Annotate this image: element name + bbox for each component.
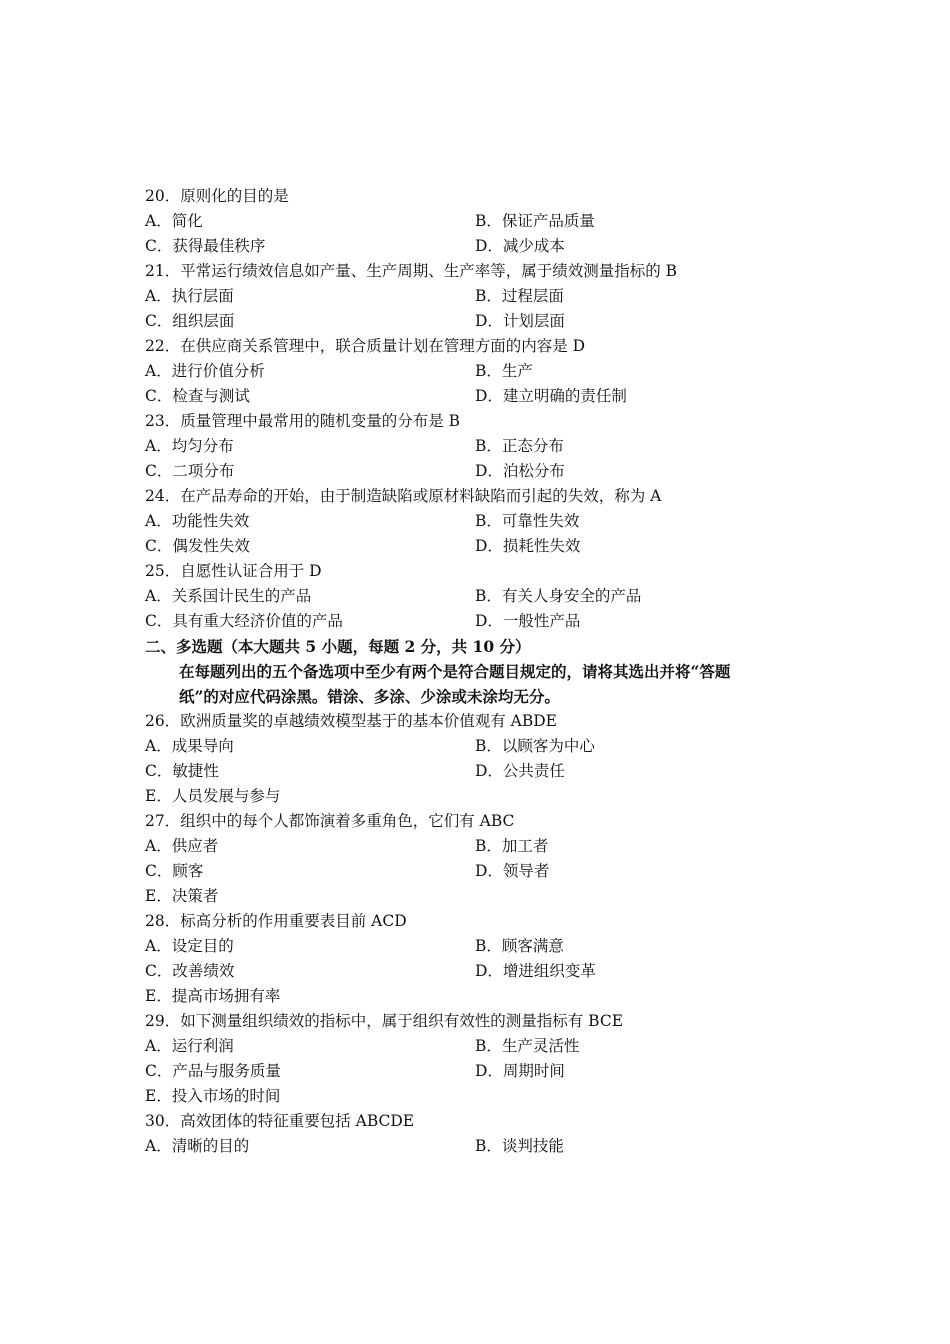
option-row [145, 509, 825, 534]
section-instruction: 纸”的对应代码涂黑。错涂、多涂、少涂或未涂均无分。 [179, 687, 560, 706]
question-stem: 23．质量管理中最常用的随机变量的分布是 B [145, 412, 461, 430]
answer-option: A．关系国计民生的产品 [145, 587, 312, 605]
option-row [145, 384, 825, 409]
option-row [145, 234, 825, 259]
option-row [145, 434, 825, 459]
answer-option: B．生产灵活性 [475, 1037, 580, 1055]
single-choice-questions [145, 184, 825, 634]
answer-option: A．设定目的 [145, 937, 234, 955]
answer-option: B．有关人身安全的产品 [475, 587, 642, 605]
answer-option: D．周期时间 [475, 1062, 565, 1080]
option-row [145, 734, 825, 759]
answer-option: A．供应者 [145, 837, 219, 855]
question-stem: 24．在产品寿命的开始，由于制造缺陷或原材料缺陷而引起的失效，称为 A [145, 487, 662, 505]
option-row [145, 584, 825, 609]
answer-option: B．加工者 [475, 837, 549, 855]
exam-content [145, 184, 825, 1159]
option-row [145, 534, 825, 559]
option-row [145, 959, 825, 984]
question-stem: 30．高效团体的特征重要包括 ABCDE [145, 1112, 415, 1130]
question-stem: 21．平常运行绩效信息如产量、生产周期、生产率等，属于绩效测量指标的 B [145, 262, 678, 280]
question-stem: 22．在供应商关系管理中，联合质量计划在管理方面的内容是 D [145, 337, 586, 355]
answer-option: A．简化 [145, 212, 203, 230]
option-row [145, 759, 825, 784]
option-row [145, 784, 825, 809]
answer-option: D．泊松分布 [475, 462, 565, 480]
option-row [145, 309, 825, 334]
answer-option: C．组织层面 [145, 312, 235, 330]
option-row [145, 984, 825, 1009]
answer-option: E．提高市场拥有率 [145, 987, 281, 1005]
question-stem: 20．原则化的目的是 [145, 187, 289, 205]
answer-option: A．清晰的目的 [145, 1137, 250, 1155]
section-instruction: 在每题列出的五个备选项中至少有两个是符合题目规定的，请将其选出并将“答题 [179, 662, 731, 681]
answer-option: D．建立明确的责任制 [475, 387, 627, 405]
answer-option: C．改善绩效 [145, 962, 235, 980]
option-row [145, 459, 825, 484]
answer-option: D．增进组织变革 [475, 962, 596, 980]
answer-option: E．决策者 [145, 887, 219, 905]
answer-option: C．偶发性失效 [145, 537, 250, 555]
answer-option: D．公共责任 [475, 762, 565, 780]
answer-option: C．获得最佳秩序 [145, 237, 266, 255]
answer-option: B．生产 [475, 362, 533, 380]
answer-option: B．顾客满意 [475, 937, 564, 955]
option-row [145, 934, 825, 959]
answer-option: D．损耗性失效 [475, 537, 581, 555]
answer-option: B．谈判技能 [475, 1137, 564, 1155]
answer-option: A．进行价值分析 [145, 362, 265, 380]
answer-option: B．可靠性失效 [475, 512, 580, 530]
multiple-choice-questions [145, 709, 825, 1159]
answer-option: D．计划层面 [475, 312, 565, 330]
answer-option: A．运行利润 [145, 1037, 234, 1055]
answer-option: A．功能性失效 [145, 512, 250, 530]
answer-option: D．一般性产品 [475, 612, 581, 630]
option-row [145, 884, 825, 909]
answer-option: E．人员发展与参与 [145, 787, 281, 805]
answer-option: D．领导者 [475, 862, 550, 880]
answer-option: C．二项分布 [145, 462, 235, 480]
answer-option: B．过程层面 [475, 287, 564, 305]
option-row [145, 859, 825, 884]
answer-option: A．成果导向 [145, 737, 234, 755]
answer-option: B．以顾客为中心 [475, 737, 595, 755]
option-row [145, 209, 825, 234]
answer-option: E．投入市场的时间 [145, 1087, 281, 1105]
question-stem: 26．欧洲质量奖的卓越绩效模型基于的基本价值观有 ABDE [145, 712, 557, 730]
option-row [145, 1134, 825, 1159]
option-row [145, 1034, 825, 1059]
answer-option: C．产品与服务质量 [145, 1062, 281, 1080]
answer-option: C．顾客 [145, 862, 204, 880]
option-row [145, 359, 825, 384]
option-row [145, 1084, 825, 1109]
answer-option: B．保证产品质量 [475, 212, 595, 230]
option-row [145, 1059, 825, 1084]
answer-option: A．均匀分布 [145, 437, 234, 455]
question-stem: 28．标高分析的作用重要表目前 ACD [145, 912, 407, 930]
question-stem: 29．如下测量组织绩效的指标中，属于组织有效性的测量指标有 BCE [145, 1012, 624, 1030]
question-stem: 25．自愿性认证合用于 D [145, 562, 322, 580]
answer-option: C．敏捷性 [145, 762, 219, 780]
answer-option: B．正态分布 [475, 437, 564, 455]
option-row [145, 834, 825, 859]
answer-option: C．具有重大经济价值的产品 [145, 612, 343, 630]
option-row [145, 609, 825, 634]
answer-option: D．减少成本 [475, 237, 565, 255]
answer-option: A．执行层面 [145, 287, 234, 305]
section-heading: 二、多选题（本大题共 5 小题，每题 2 分，共 10 分） [145, 637, 531, 656]
option-row [145, 284, 825, 309]
answer-option: C．检查与测试 [145, 387, 250, 405]
question-stem: 27．组织中的每个人都饰演着多重角色，它们有 ABC [145, 812, 515, 830]
